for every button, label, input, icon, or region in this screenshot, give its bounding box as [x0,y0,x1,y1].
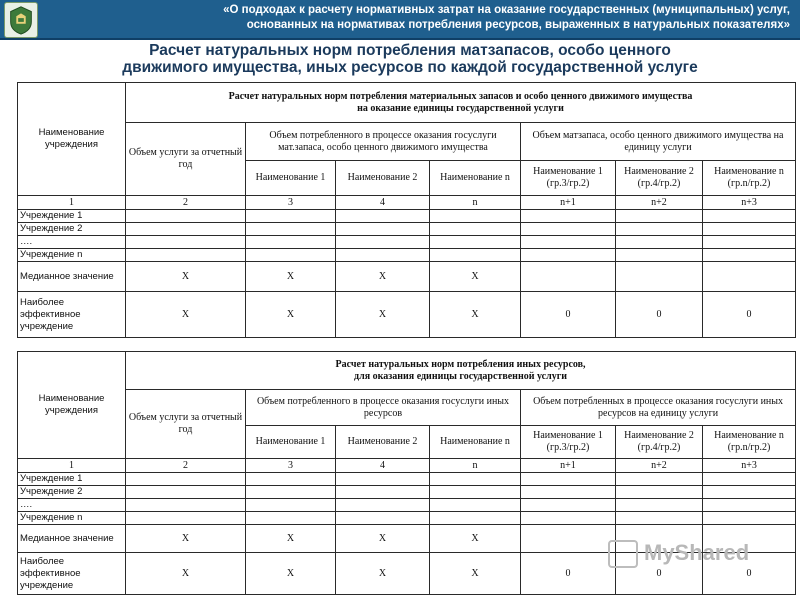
column-number: n+2 [616,196,703,210]
subheader-consumed-1: Наименование 1 [246,426,336,459]
column-numbers-row [18,196,796,210]
column-number: 2 [126,196,246,210]
table-row [18,512,796,525]
efficient-value: X [246,292,336,338]
material-norms-table [17,82,796,338]
column-header-consumed: Объем потребленного в процессе оказания госуслуги мат.запаса, особо ценного движимого имущества [246,123,521,161]
median-label: Медианное значение [18,525,126,553]
page-title-line-1: Расчет натуральных норм потребления матзапасов, особо ценного [149,42,671,59]
subheader-per-unit-1: Наименование 1 (гр.3/гр.2) [521,161,616,196]
table-row [18,249,796,262]
subheader-consumed-n: Наименование n [430,426,521,459]
institution-name: Учреждение 2 [18,223,126,236]
column-number: 4 [336,196,430,210]
table-row [18,223,796,236]
column-number: 1 [18,459,126,473]
table-row [18,236,796,249]
column-numbers-row [18,459,796,473]
column-number: n [430,459,521,473]
column-header-consumed: Объем потребленного в процессе оказания госуслуги иных ресурсов [246,390,521,426]
column-number: n+1 [521,459,616,473]
median-value: X [126,525,246,553]
subheader-consumed-2: Наименование 2 [336,426,430,459]
column-header-per-unit: Объем потребленных в процессе оказания госуслуги иных ресурсов на единицу услуги [521,390,796,426]
institution-name: Учреждение 1 [18,210,126,223]
header-line-1: «О подходах к расчету нормативных затрат на оказание государственных (муниципальных) услуг, [223,4,790,16]
efficient-label: Наиболее эффективное учреждение [18,292,126,338]
table-title-line-1: Расчет натуральных норм потребления иных ресурсов, [335,358,586,370]
efficient-value: X [126,292,246,338]
institution-name: …. [18,236,126,249]
watermark [608,538,788,572]
median-value: X [336,525,430,553]
header-line-2: основанных на нормативах потребления ресурсов, выраженных в натуральных показателях» [246,19,790,31]
column-number: n [430,196,521,210]
presentation-header [50,3,790,33]
column-number: 3 [246,459,336,473]
median-value: X [246,525,336,553]
column-header-volume: Объем услуги за отчетный год [126,123,246,196]
subheader-per-unit-2: Наименование 2 (гр.4/гр.2) [616,161,703,196]
efficient-value: 0 [616,553,703,595]
column-header-volume: Объем услуги за отчетный год [126,390,246,459]
efficient-value: 0 [703,292,796,338]
efficient-value: 0 [703,553,796,595]
table-title-line-2: для оказания единицы государственной услуги [354,370,568,382]
table-title-line-1: Расчет натуральных норм потребления материальных запасов и особо ценного движимого имущества [228,90,693,102]
institution-name: Учреждение 1 [18,473,126,486]
header-bar [0,0,800,40]
column-header-institution: Наименование учреждения [18,83,126,196]
table-title-line-2: на оказание единицы государственной услуги [357,102,564,114]
institution-name: Учреждение 2 [18,486,126,499]
efficient-value: X [336,553,430,595]
column-number: 4 [336,459,430,473]
median-label: Медианное значение [18,262,126,292]
column-number: n+1 [521,196,616,210]
efficient-row [18,292,796,338]
table-row [18,486,796,499]
efficient-value: X [246,553,336,595]
column-header-per-unit: Объем матзапаса, особо ценного движимого имущества на единицу услуги [521,123,796,161]
column-number: n+3 [703,196,796,210]
subheader-per-unit-n: Наименование n (гр.n/гр.2) [703,426,796,459]
subheader-per-unit-2: Наименование 2 (гр.4/гр.2) [616,426,703,459]
subheader-consumed-1: Наименование 1 [246,161,336,196]
column-number: n+3 [703,459,796,473]
watermark-text: MyShared [644,540,750,565]
subheader-consumed-2: Наименование 2 [336,161,430,196]
subheader-per-unit-n: Наименование n (гр.n/гр.2) [703,161,796,196]
efficient-value: X [430,292,521,338]
table-title [126,352,796,390]
efficient-value: 0 [616,292,703,338]
median-value: X [430,525,521,553]
efficient-label: Наиболее эффективное учреждение [18,553,126,595]
table-row [18,210,796,223]
institution-name: Учреждение n [18,249,126,262]
column-number: 1 [18,196,126,210]
median-value: X [246,262,336,292]
subheader-per-unit-1: Наименование 1 (гр.3/гр.2) [521,426,616,459]
median-value: X [126,262,246,292]
efficient-value: X [126,553,246,595]
institution-name: …. [18,499,126,512]
efficient-value: X [430,553,521,595]
page-title-line-2: движимого имущества, иных ресурсов по каждой государственной услуге [122,59,698,76]
institution-name: Учреждение n [18,512,126,525]
page-title [60,42,760,76]
emblem-icon [4,2,38,38]
table-row [18,499,796,512]
table-row [18,473,796,486]
column-number: 2 [126,459,246,473]
median-value: X [336,262,430,292]
median-row [18,262,796,292]
subheader-consumed-n: Наименование n [430,161,521,196]
table-title [126,83,796,123]
median-value: X [430,262,521,292]
myshared-logo-icon [608,540,638,568]
efficient-value: 0 [521,292,616,338]
efficient-value: 0 [521,553,616,595]
column-header-institution: Наименование учреждения [18,352,126,459]
column-number: n+2 [616,459,703,473]
column-number: 3 [246,196,336,210]
efficient-value: X [336,292,430,338]
